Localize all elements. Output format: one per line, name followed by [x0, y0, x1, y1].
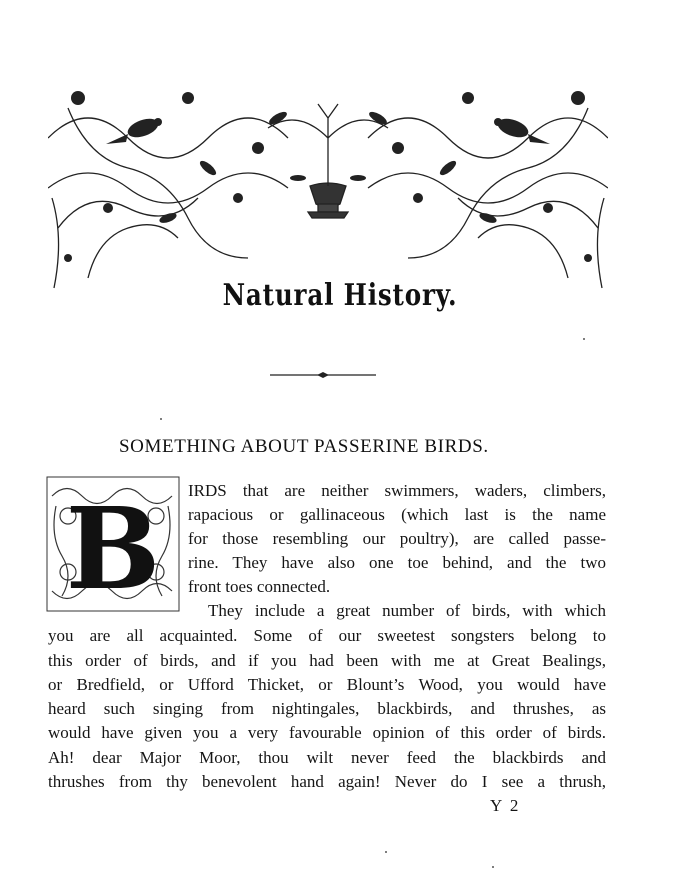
text-line-13: thrushes from thy benevolent hand again! Never do I see a thrush,: [48, 772, 606, 791]
print-speck: [492, 866, 494, 868]
text-line-4: rine. They have also one toe behind, and the two: [188, 553, 606, 572]
floral-header-ornament: [48, 78, 608, 293]
page-signature: Y 2: [490, 796, 521, 815]
text-line-10: heard such singing from nightingales, blackbirds, and thrushes, as: [48, 699, 606, 718]
print-speck: [160, 418, 162, 420]
text-line-8: this order of birds, and if you had been with me at Great Bealings,: [48, 651, 606, 670]
text-line-1: IRDS that are neither swimmers, waders, climbers,: [188, 481, 606, 500]
text-line-6: They include a great number of birds, with which: [208, 601, 606, 620]
text-line-3: for those resembling our poultry), are called passe-: [188, 529, 606, 548]
text-line-11: would have given you a very favourable opinion of this order of birds.: [48, 723, 606, 742]
drop-cap-letter: B: [65, 484, 161, 612]
book-title: Natural History.: [222, 278, 458, 313]
print-speck: [385, 851, 387, 853]
print-speck: [583, 338, 585, 340]
text-line-7: you are all acquainted. Some of our sweetest songsters belong to: [48, 626, 606, 645]
divider-rule: [270, 370, 376, 380]
text-line-12: Ah! dear Major Moor, thou wilt never feed the blackbirds and: [48, 748, 606, 767]
drop-cap-initial: [46, 476, 180, 612]
section-title: SOMETHING ABOUT PASSERINE BIRDS.: [119, 436, 489, 457]
text-line-5: front toes connected.: [188, 577, 331, 596]
text-line-9: or Bredfield, or Ufford Thicket, or Blount’s Wood, you would have: [48, 675, 606, 694]
text-line-2: rapacious or gallinaceous (which last is the name: [188, 505, 606, 524]
